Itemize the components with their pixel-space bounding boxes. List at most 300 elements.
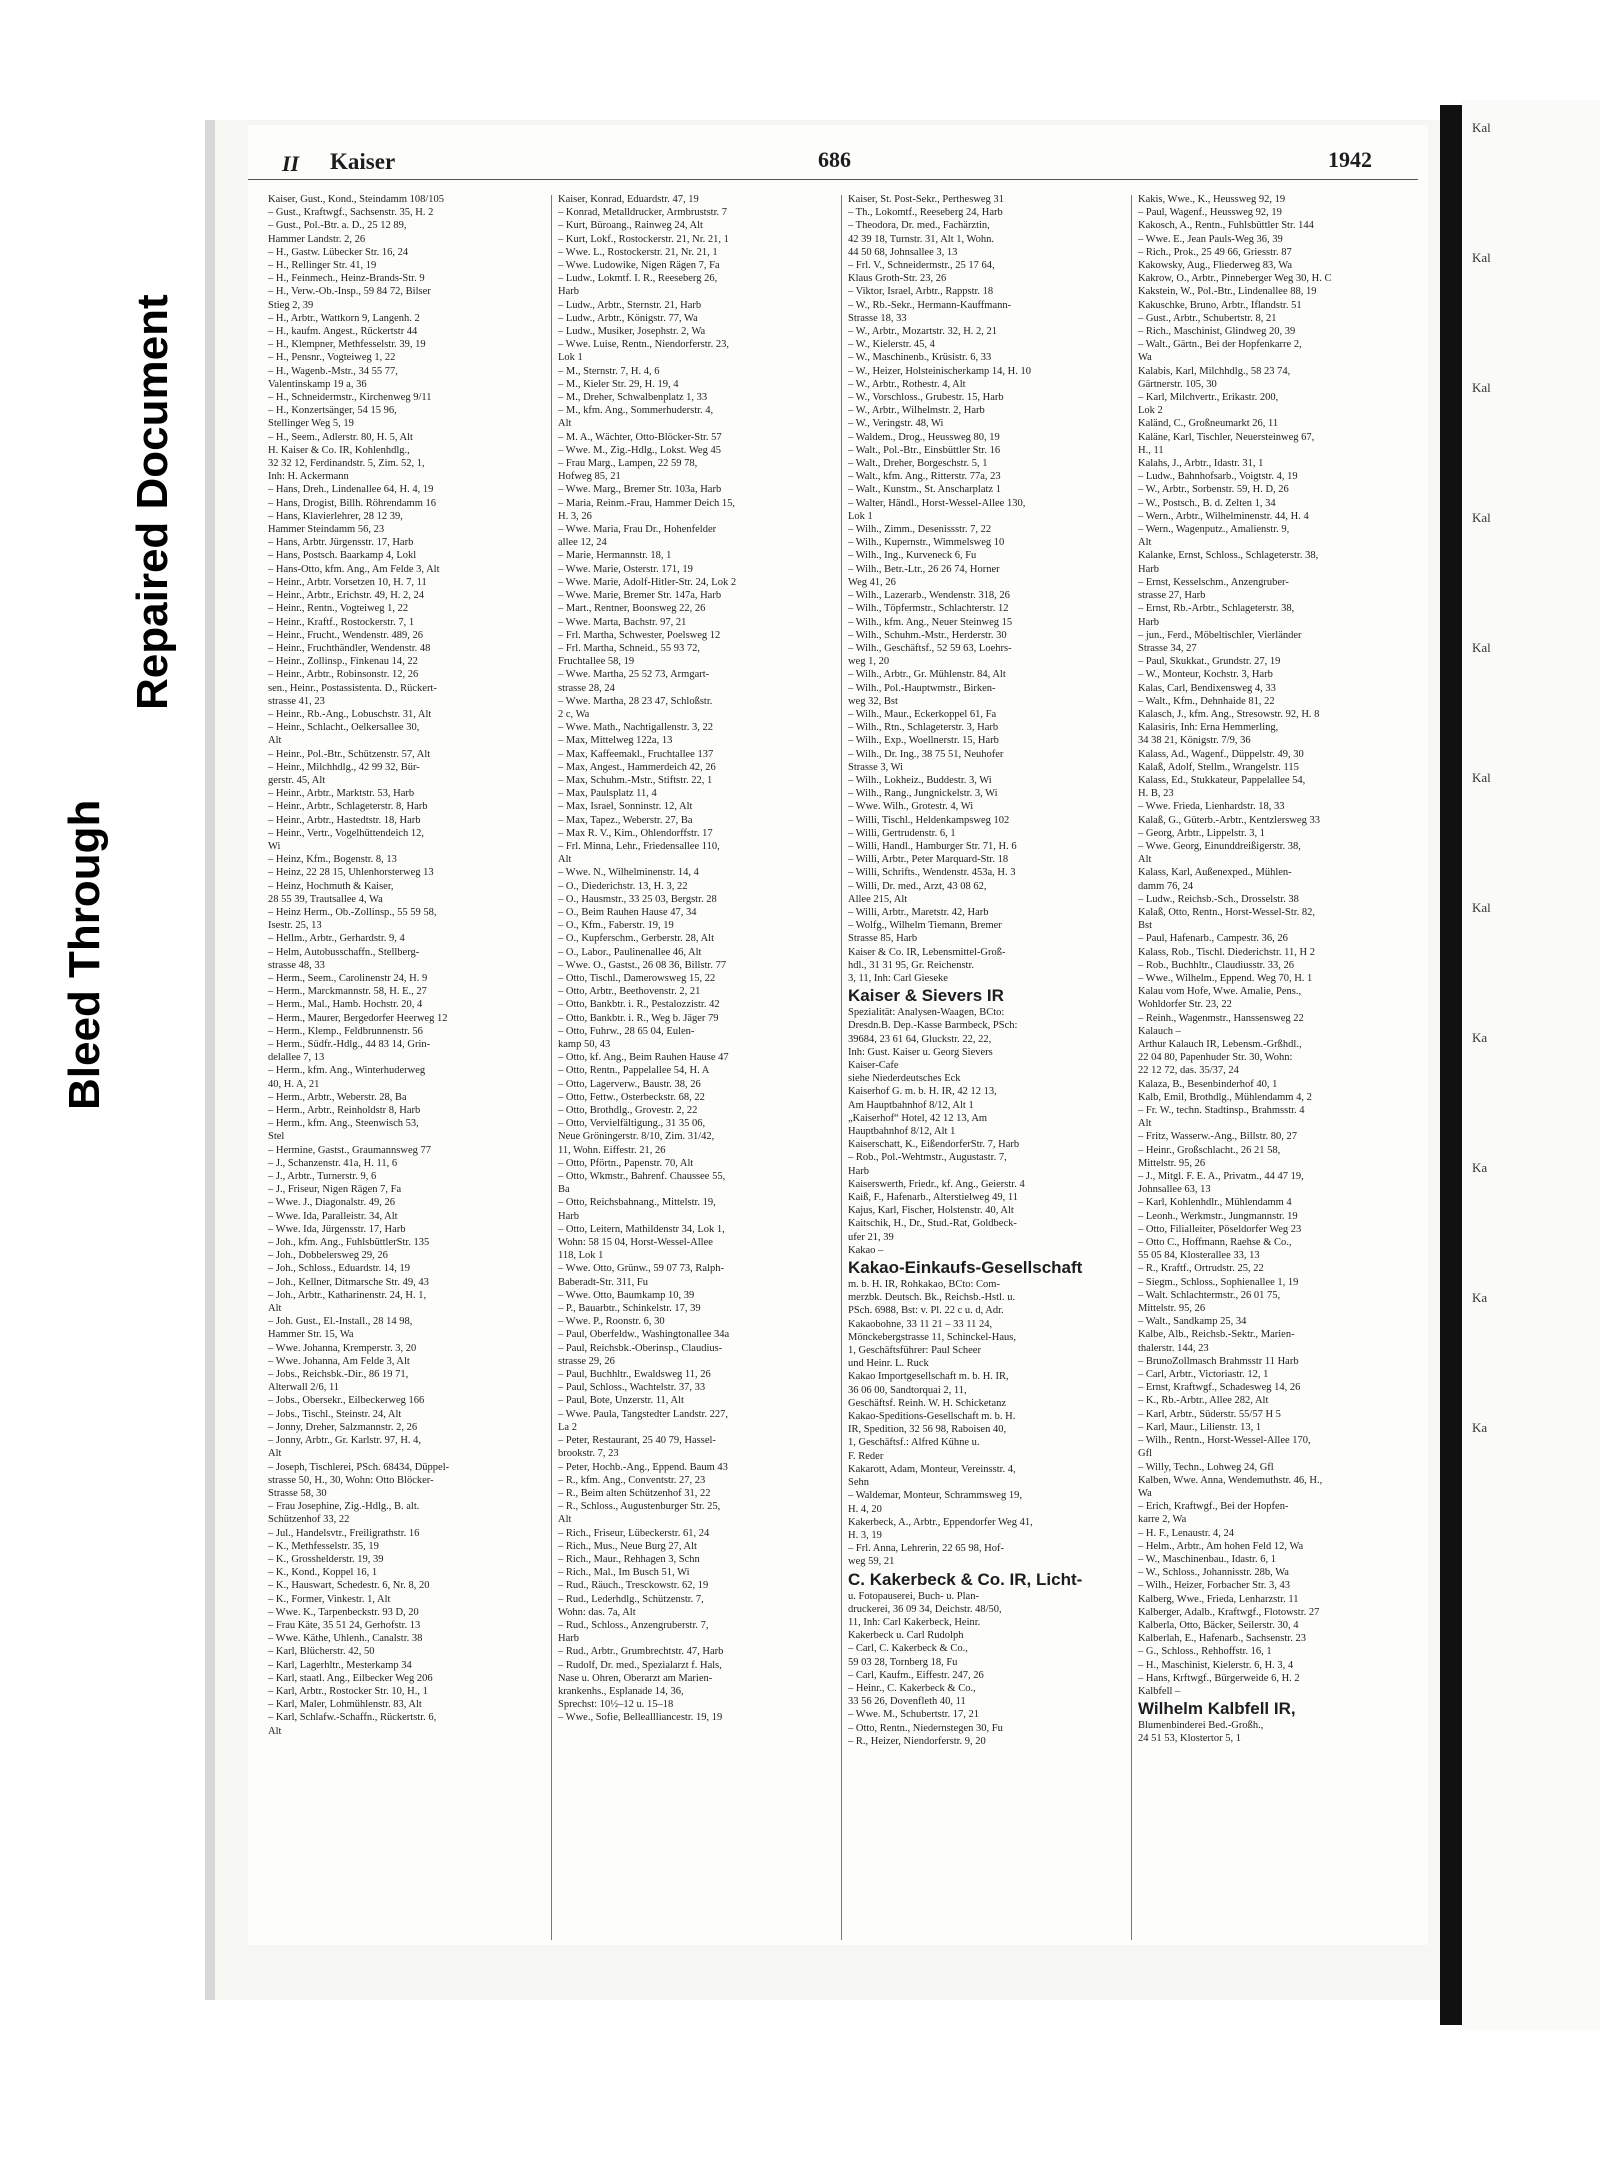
directory-entry-line: Kaiserswerth, Friedr., kf. Ang., Geierstr. 4: [848, 1178, 1025, 1190]
directory-entry-line: – Hans, Arbtr. Jürgensstr. 17, Harb: [268, 537, 414, 549]
directory-entry-line: 22 12 72, das. 35/37, 24: [1138, 1065, 1239, 1077]
year: 1942: [1328, 147, 1372, 172]
directory-entry-line: – Heinr., Frucht., Wendenstr. 489, 26: [268, 629, 423, 641]
directory-entry-line: – Ludw., Musiker, Josephstr. 2, Wa: [558, 326, 706, 338]
directory-entry-line: – Walt., Kfm., Dehnhaide 81, 22: [1138, 695, 1275, 707]
directory-entry-line: weg 32, Bst: [848, 695, 898, 707]
directory-entry-line: – K., Kond., Koppel 16, 1: [268, 1567, 378, 1579]
directory-entry-line: F. Reder: [848, 1450, 884, 1462]
directory-entry-line: brookstr. 7, 23: [558, 1448, 619, 1460]
directory-entry-line: Kalass, Karl, Außenexped., Mühlen-: [1138, 867, 1292, 879]
directory-entry-line: Schützenhof 33, 22: [268, 1514, 350, 1526]
directory-entry-line: – Ernst, Rb.-Arbtr., Schlageterstr. 38,: [1138, 603, 1295, 615]
directory-entry-line: – Ernst, Kraftwgf., Schadesweg 14, 26: [1138, 1382, 1301, 1394]
directory-entry-line: – Joseph, Tischlerei, PSch. 68434, Düppel-: [268, 1461, 450, 1473]
directory-entry-line: – R., Schloss., Augustenburger Str. 25,: [558, 1501, 721, 1513]
directory-entry-line: – Karl, Maler, Lohmühlenstr. 83, Alt: [268, 1699, 422, 1711]
directory-entry-line: – Herm., Marckmannstr. 58, H. E., 27: [268, 986, 427, 998]
directory-entry-line: – Wilh., Dr. Ing., 38 75 51, Neuhofer: [848, 748, 1004, 760]
directory-entry-line: Kakerbeck, A., Arbtr., Eppendorfer Weg 41,: [848, 1516, 1033, 1528]
next-page-fragment: Kal: [1472, 640, 1491, 655]
directory-entry-line: – Joh., Kellner, Ditmarsche Str. 49, 43: [268, 1276, 429, 1288]
directory-entry-line: – Max R. V., Kim., Ohlendorffstr. 17: [558, 827, 713, 839]
directory-entry-line: – Walter, Händl., Horst-Wessel-Allee 130,: [848, 497, 1026, 509]
directory-entry-line: Kakis, Wwe., K., Heussweg 92, 19: [1138, 194, 1286, 205]
directory-entry-line: Nase u. Ohren, Oberarzt am Marien-: [558, 1672, 713, 1684]
directory-entry-line: – Heinr., Arbtr., Erichstr. 49, H. 2, 24: [268, 590, 425, 602]
directory-entry-line: – Peter, Restaurant, 25 40 79, Hassel-: [558, 1435, 716, 1447]
directory-entry-line: Bst: [1138, 920, 1153, 932]
directory-entry-line: – K., Grosshelderstr. 19, 39: [268, 1553, 384, 1565]
directory-entry-line: – Wilh., Schuhm.-Mstr., Herderstr. 30: [848, 629, 1007, 641]
directory-entry-line: strasse 41, 23: [268, 695, 325, 707]
directory-entry-line: m. b. H. IR, Rohkakao, BCto: Com-: [848, 1279, 1000, 1291]
directory-entry-line: kamp 50, 43: [558, 1039, 611, 1050]
directory-entry-line: C. Kakerbeck & Co. IR, Licht-: [848, 1569, 1083, 1589]
directory-entry-line: – Heinr., C. Kakerbeck & Co.,: [848, 1682, 976, 1694]
directory-entry-line: – Heinr., Vertr., Vogelhüttendeich 12,: [268, 827, 425, 839]
directory-entry-line: – Joh., Schloss., Eduardstr. 14, 19: [268, 1263, 411, 1275]
directory-entry-line: – R., kfm. Ang., Conventstr. 27, 23: [558, 1474, 706, 1486]
directory-entry-line: – Georg, Arbtr., Lippelstr. 3, 1: [1138, 827, 1265, 839]
directory-entry-line: – W., Vorschloss., Grubestr. 15, Harb: [848, 392, 1004, 404]
directory-entry-line: Kalb, Emil, Brothdlg., Mühlendamm 4, 2: [1138, 1091, 1312, 1103]
directory-entry-line: – Walt. Schlachtermstr., 26 01 75,: [1138, 1289, 1281, 1301]
directory-entry-line: – Otto, Arbtr., Beethovenstr. 2, 21: [558, 986, 701, 998]
directory-entry-line: – Wwe. Martha, 25 52 73, Armgart-: [558, 669, 710, 681]
directory-entry-line: – Wwe. Marg., Bremer Str. 103a, Harb: [558, 484, 722, 496]
directory-entry-line: – Wilh., Pol.-Hauptwmstr., Birken-: [848, 682, 996, 694]
directory-entry-line: – Wwe. Käthe, Uhlenh., Canalstr. 38: [268, 1633, 423, 1645]
directory-entry-line: – Herm., Mal., Hamb. Hochstr. 20, 4: [268, 999, 423, 1011]
directory-entry-line: Alt: [268, 1725, 282, 1737]
directory-entry-line: – Ludw., Arbtr., Sternstr. 21, Harb: [558, 299, 702, 311]
directory-entry-line: 42 39 18, Turnstr. 31, Alt 1, Wohn.: [848, 233, 994, 245]
directory-entry-line: – Wern., Wagenputz., Amalienstr. 9,: [1138, 524, 1290, 536]
directory-entry-line: Strasse 3, Wi: [848, 761, 904, 773]
directory-entry-line: – Max, Paulsplatz 11, 4: [558, 788, 657, 800]
directory-entry-line: – W., Maschinenb., Krüsistr. 6, 33: [848, 352, 992, 364]
directory-entry-line: Kakao –: [848, 1244, 884, 1256]
next-page-fragment: Kal: [1472, 770, 1491, 785]
directory-entry-line: – H., Maschinist, Kielerstr. 6, H. 3, 4: [1138, 1659, 1294, 1671]
directory-entry-line: Alt: [558, 418, 572, 430]
directory-entry-line: karre 2, Wa: [1138, 1514, 1187, 1526]
directory-entry-line: – Heinr., Arbtr., Schlageterstr. 8, Harb: [268, 801, 428, 813]
directory-entry-line: – Herm., kfm. Ang., Winterhuderweg: [268, 1065, 426, 1077]
directory-entry-line: – Wwe. K., Tarpenbeckstr. 93 D, 20: [268, 1606, 419, 1618]
directory-entry-line: – Wwe. P., Roonstr. 6, 30: [558, 1316, 665, 1328]
directory-entry-line: Kakaobohne, 33 11 21 – 33 11 24,: [848, 1318, 993, 1330]
directory-entry-line: H. 4, 20: [848, 1503, 882, 1515]
directory-entry-line: – Wwe. E., Jean Pauls-Weg 36, 39: [1138, 233, 1283, 245]
directory-entry-line: 3, 11, Inh: Carl Gieseke: [848, 972, 948, 984]
directory-entry-line: – Siegm., Schloss., Sophienallee 1, 19: [1138, 1276, 1299, 1288]
directory-entry-line: – Wwe. M., Zig.-Hdlg., Lokst. Weg 45: [558, 444, 721, 456]
directory-entry-line: Johnsallee 63, 13: [1138, 1184, 1211, 1196]
directory-entry-line: – Otto, Brothdlg., Grovestr. 2, 22: [558, 1105, 698, 1117]
directory-entry-line: – Wwe. Georg, Einunddreißigerstr. 38,: [1138, 840, 1301, 852]
directory-entry-line: – Hans, Drogist, Billh. Röhrendamm 16: [268, 497, 436, 509]
directory-entry-line: Sehn: [848, 1477, 869, 1489]
column-2: [558, 193, 843, 1953]
directory-entry-line: Alt: [1138, 1118, 1152, 1130]
side-labels: [60, 230, 220, 1110]
directory-entry-line: – Ludw., Arbtr., Königstr. 77, Wa: [558, 312, 698, 324]
directory-entry-line: – Paul, Hafenarb., Campestr. 36, 26: [1138, 933, 1288, 945]
directory-entry-line: – Willi, Gertrudenstr. 6, 1: [848, 827, 956, 839]
column-3: [848, 193, 1133, 1953]
directory-entry-line: Kalas, Carl, Bendixensweg 4, 33: [1138, 682, 1276, 694]
directory-entry-line: Kalau vom Hofe, Wwe. Amalie, Pens.,: [1138, 986, 1302, 998]
directory-entry-line: Stellinger Weg 5, 19: [268, 418, 354, 430]
directory-entry-line: – Otto, Fuhrw., 28 65 04, Eulen-: [558, 1025, 695, 1037]
directory-entry-line: Kaiser, Konrad, Eduardstr. 47, 19: [558, 194, 699, 205]
directory-entry-line: – Hans, Krftwgf., Bürgerweide 6, H. 2: [1138, 1672, 1300, 1684]
directory-entry-line: – Wilh., Kupernstr., Wimmelsweg 10: [848, 537, 1005, 549]
directory-entry-line: – Frl. Anna, Lehrerin, 22 65 98, Hof-: [848, 1543, 1005, 1555]
directory-entry-line: – Wwe. Johanna, Am Felde 3, Alt: [268, 1355, 410, 1367]
directory-entry-line: Dresdn.B. Dep.-Kasse Barmbeck, PSch:: [848, 1020, 1018, 1032]
directory-entry-line: – Wwe. Otto, Baumkamp 10, 39: [558, 1289, 695, 1301]
directory-entry-line: Strasse 58, 30: [268, 1487, 327, 1499]
directory-entry-line: – Heinz, 22 28 15, Uhlenhorsterweg 13: [268, 867, 434, 879]
directory-entry-line: – Otto, Reichsbahnang., Mittelstr. 19,: [558, 1197, 716, 1209]
directory-entry-line: 40, H. A, 21: [268, 1078, 320, 1090]
directory-entry-line: – Willi, Arbtr., Maretstr. 42, Harb: [848, 906, 989, 918]
directory-entry-line: – Ludw., Reichsb.-Sch., Drosselstr. 38: [1138, 893, 1299, 905]
directory-entry-line: – Wilh., Betr.-Ltr., 26 26 74, Horner: [848, 563, 1000, 575]
directory-entry-line: – Wwe. Marie, Adolf-Hitler-Str. 24, Lok 2: [558, 576, 737, 588]
directory-entry-line: – Wwe. Paula, Tangstedter Landstr. 227,: [558, 1408, 729, 1420]
directory-entry-line: Kalauch –: [1138, 1025, 1181, 1037]
directory-entry-line: delallee 7, 13: [268, 1052, 325, 1064]
directory-entry-line: Inh: Gust. Kaiser u. Georg Sievers: [848, 1046, 993, 1058]
directory-entry-line: – Wilh., Lazerarb., Wendenstr. 318, 26: [848, 590, 1010, 602]
directory-entry-line: – Marie, Hermannstr. 18, 1: [558, 550, 672, 562]
directory-entry-line: – Herm., Arbtr., Reinholdstr 8, Harb: [268, 1105, 421, 1117]
directory-entry-line: – Herm., kfm. Ang., Steenwisch 53,: [268, 1118, 419, 1130]
directory-entry-line: – P., Bauarbtr., Schinkelstr. 17, 39: [558, 1303, 701, 1315]
directory-entry-line: merzbk. Deutsch. Bk., Reichsb.-Hstl. u.: [848, 1292, 1016, 1304]
directory-entry-line: Kakao-Einkaufs-Gesellschaft: [848, 1258, 1083, 1278]
running-head: Kaiser: [330, 149, 396, 174]
directory-entry-line: Kalass, Ad., Wagenf., Düppelstr. 49, 30: [1138, 748, 1304, 760]
directory-entry-line: – W., Maschinenbau., Idastr. 6, 1: [1138, 1553, 1276, 1565]
directory-page: [248, 125, 1428, 1945]
directory-entry-line: – Max, Angest., Hammerdeich 42, 26: [558, 761, 716, 773]
directory-entry-line: thalerstr. 144, 23: [1138, 1342, 1209, 1354]
directory-entry-line: – Ernst, Kesselschm., Anzengruber-: [1138, 576, 1289, 588]
directory-entry-line: – Theodora, Dr. med., Fachärztin,: [848, 220, 990, 232]
directory-entry-line: – Otto, Vervielfältigung., 31 35 06,: [558, 1118, 706, 1130]
directory-entry-line: – Jonny, Arbtr., Gr. Karlstr. 97, H. 4,: [268, 1435, 422, 1447]
directory-entry-line: Harb: [558, 1633, 579, 1645]
directory-entry-line: – Otto C., Hoffmann, Raehse & Co.,: [1138, 1237, 1292, 1249]
directory-entry-line: – Karl, staatl. Ang., Eilbecker Weg 206: [268, 1672, 433, 1684]
directory-entry-line: – Walt., Pol.-Btr., Einsbüttler Str. 16: [848, 444, 1001, 456]
directory-entry-line: – H., Pensnr., Vogteiweg 1, 22: [268, 352, 396, 364]
directory-entry-line: strasse 27, Harb: [1138, 590, 1206, 602]
directory-entry-line: Am Hauptbahnhof 8/12, Alt 1: [848, 1099, 974, 1111]
directory-entry-line: – W., Kielerstr. 45, 4: [848, 339, 935, 351]
directory-entry-line: Alterwall 2/6, 11: [268, 1382, 340, 1394]
directory-entry-line: Strasse 18, 33: [848, 312, 907, 324]
directory-entry-line: Alt: [558, 1514, 572, 1526]
directory-entry-line: – Max, Israel, Sonninstr. 12, Alt: [558, 801, 693, 813]
directory-entry-line: 59 03 28, Tornberg 18, Fu: [848, 1656, 958, 1668]
directory-entry-line: Kaiserschatt, K., EißendorferStr. 7, Harb: [848, 1139, 1020, 1151]
directory-entry-line: Kakowsky, Aug., Fliederweg 83, Wa: [1138, 260, 1293, 272]
directory-entry-line: – Paul, Reichsbk.-Oberinsp., Claudius-: [558, 1342, 723, 1354]
directory-entry-line: – Hans, Postsch. Baarkamp 4, Lokl: [268, 550, 417, 562]
directory-entry-line: 11, Inh: Carl Kakerbeck, Heinr.: [848, 1616, 981, 1628]
next-page-fragment: Ka: [1472, 1030, 1488, 1045]
directory-entry-line: – Carl, Kaufm., Eiffestr. 247, 26: [848, 1669, 984, 1681]
directory-entry-line: Strasse 85, Harb: [848, 933, 918, 945]
directory-entry-line: Kalaß, Otto, Rentn., Horst-Wessel-Str. 82,: [1138, 906, 1316, 918]
directory-entry-line: – M., Sternstr. 7, H. 4, 6: [558, 365, 660, 377]
directory-entry-line: 28 55 39, Trautsallee 4, Wa: [268, 893, 383, 905]
repaired-document-label: Repaired Document: [128, 294, 177, 710]
directory-entry-line: Stel: [268, 1131, 285, 1143]
directory-entry-line: – Konrad, Metalldrucker, Armbruststr. 7: [558, 207, 728, 219]
directory-entry-line: – H., Konzertsänger, 54 15 96,: [268, 405, 397, 417]
directory-entry-line: – M., Kieler Str. 29, H. 19, 4: [558, 378, 679, 390]
directory-entry-line: Sprechst: 10½–12 u. 15–18: [558, 1699, 674, 1711]
directory-entry-line: Harb: [558, 286, 579, 298]
directory-entry-line: – Otto, Fettw., Osterbeckstr. 68, 22: [558, 1091, 705, 1103]
directory-entry-line: Hammer Steindamm 56, 23: [268, 524, 385, 536]
directory-entry-line: – Otto, Leitern, Mathildenstr 34, Lok 1,: [558, 1223, 725, 1235]
directory-entry-line: Kalberlah, E., Hafenarb., Sachsenstr. 23: [1138, 1633, 1306, 1645]
directory-entry-line: 34 38 21, Königstr. 7/9, 36: [1138, 735, 1251, 747]
directory-entry-line: u. Fotopauserei, Buch- u. Plan-: [848, 1590, 979, 1602]
directory-entry-line: Kaiser & Sievers IR: [848, 986, 1004, 1006]
directory-entry-line: – Peter, Hochb.-Ang., Eppend. Baum 43: [558, 1461, 728, 1473]
directory-entry-line: – Karl, Maur., Lilienstr. 13, 1: [1138, 1421, 1262, 1433]
directory-entry-line: Kaiserhof G. m. b. H. IR, 42 12 13,: [848, 1086, 997, 1098]
directory-entry-line: Wohn: das. 7a, Alt: [558, 1606, 636, 1618]
directory-entry-line: – Otto, Pförtn., Papenstr. 70, Alt: [558, 1157, 694, 1169]
directory-entry-line: IR, Spedition, 32 56 98, Raboisen 40,: [848, 1424, 1007, 1436]
directory-entry-line: – Heinr., Arbtr., Hastedtstr. 18, Harb: [268, 814, 421, 826]
directory-entry-line: Hammer Landstr. 2, 26: [268, 233, 366, 245]
directory-entry-line: – Otto, Wkmstr., Bahrenf. Chaussee 55,: [558, 1171, 726, 1183]
directory-entry-line: – Wilh., Zimm., Desenissstr. 7, 22: [848, 524, 992, 536]
directory-entry-line: – Wwe., Wilhelm., Eppend. Weg 70, H. 1: [1138, 972, 1313, 984]
directory-entry-line: Kalanke, Ernst, Schloss., Schlageterstr. 38,: [1138, 550, 1319, 562]
directory-entry-line: Kaiß, F., Hafenarb., Alterstielweg 49, 11: [848, 1192, 1018, 1204]
directory-entry-line: Kalaza, B., Besenbinderhof 40, 1: [1138, 1078, 1278, 1090]
directory-entry-line: – Herm., Klemp., Feldbrunnenstr. 56: [268, 1025, 423, 1037]
directory-entry-line: 33 56 26, Dovenfleth 40, 11: [848, 1696, 966, 1708]
directory-entry-line: Lok 1: [558, 352, 583, 364]
directory-entry-line: – Helm., Arbtr., Am hohen Feld 12, Wa: [1138, 1540, 1304, 1552]
directory-entry-line: – Wilh., Lokheiz., Buddestr. 3, Wi: [848, 774, 992, 786]
directory-entry-line: – Wern., Arbtr., Wilhelminenstr. 44, H. 4: [1138, 510, 1309, 522]
directory-entry-line: – Kurt, Büroang., Rainweg 24, Alt: [558, 220, 703, 232]
directory-entry-line: Kalbe, Alb., Reichsb.-Sektr., Marien-: [1138, 1329, 1295, 1341]
directory-entry-line: – H., Wagenb.-Mstr., 34 55 77,: [268, 365, 398, 377]
directory-entry-line: – Wilh., kfm. Ang., Neuer Steinweg 15: [848, 616, 1013, 628]
directory-entry-line: Inh: H. Ackermann: [268, 471, 349, 483]
directory-entry-line: – Paul, Buchhltr., Ewaldsweg 11, 26: [558, 1369, 711, 1381]
directory-entry-line: Kalahs, J., Arbtr., Idastr. 31, 1: [1138, 458, 1264, 470]
directory-entry-line: – Gust., Kraftwgf., Sachsenstr. 35, H. 2: [268, 207, 434, 219]
directory-entry-line: – Karl, Lagerhltr., Mesterkamp 34: [268, 1659, 412, 1671]
directory-entry-line: Kalberla, Otto, Bäcker, Seilerstr. 30, 4: [1138, 1619, 1299, 1631]
directory-entry-line: – Jul., Handelsvtr., Freiligrathstr. 16: [268, 1527, 420, 1539]
directory-entry-line: La 2: [558, 1421, 577, 1433]
directory-entry-line: Kalass, Rob., Tischl. Diederichstr. 11, H 2: [1138, 946, 1315, 958]
directory-entry-line: 44 50 68, Johnsallee 3, 13: [848, 246, 958, 258]
directory-entry-line: Kakarott, Adam, Monteur, Vereinsstr. 4,: [848, 1463, 1016, 1475]
directory-entry-line: Kakao Importgesellschaft m. b. H. IR,: [848, 1371, 1009, 1383]
directory-entry-line: Kakao-Speditions-Gesellschaft m. b. H.: [848, 1411, 1016, 1423]
directory-entry-line: sen., Heinr., Postassistenta. D., Rückert-: [268, 682, 437, 694]
directory-entry-line: hdl., 31 31 95, Gr. Reichenstr.: [848, 959, 974, 971]
directory-entry-line: – Wwe. O., Gastst., 26 08 36, Billstr. 77: [558, 959, 727, 971]
directory-entry-line: – Heinz, Hochmuth & Kaiser,: [268, 880, 394, 892]
directory-entry-line: – Herm., Seem., Carolinenstr 24, H. 9: [268, 972, 428, 984]
directory-entry-line: Harb: [848, 1165, 869, 1177]
directory-entry-line: Kaiser & Co. IR, Lebensmittel-Groß-: [848, 946, 1006, 958]
directory-entry-line: – Willi, Schrifts., Wendenstr. 453a, H. 3: [848, 867, 1016, 879]
directory-entry-line: – Waldem., Drog., Heussweg 80, 19: [848, 431, 1000, 443]
directory-entry-line: Ba: [558, 1184, 570, 1196]
directory-entry-line: – Wwe. Frieda, Lienhardstr. 18, 33: [1138, 801, 1285, 813]
directory-entry-line: – Otto, Rentn., Niedernstegen 30, Fu: [848, 1722, 1003, 1734]
directory-entry-line: Strasse 34, 27: [1138, 642, 1197, 654]
directory-entry-line: druckerei, 36 09 34, Deichstr. 48/50,: [848, 1603, 1002, 1615]
directory-entry-line: – H. F., Lenaustr. 4, 24: [1138, 1527, 1234, 1539]
next-page-fragment: Ka: [1472, 1420, 1488, 1435]
directory-entry-line: – K., Former, Vinkestr. 1, Alt: [268, 1593, 391, 1605]
directory-entry-line: Harb: [1138, 616, 1159, 628]
directory-columns: [268, 193, 1418, 1953]
directory-entry-line: – Willi, Arbtr., Peter Marquard-Str. 18: [848, 854, 1009, 866]
directory-entry-line: – H., Gastw. Lübecker Str. 16, 24: [268, 246, 409, 258]
directory-entry-line: Alt: [268, 1303, 282, 1315]
directory-entry-line: – O., Labor., Paulinenallee 46, Alt: [558, 946, 702, 958]
page-number: 686: [818, 147, 851, 172]
page-header: [248, 143, 1418, 180]
directory-entry-line: – Heinr., Arbtr. Vorsetzen 10, H. 7, 11: [268, 576, 427, 588]
directory-entry-line: – Helm, Autobusschaffn., Stellberg-: [268, 946, 420, 958]
directory-entry-line: – Wilh., Geschäftsf., 52 59 63, Loehrs-: [848, 642, 1012, 654]
directory-entry-line: – Wwe. Ludowike, Nigen Rägen 7, Fa: [558, 260, 720, 272]
directory-entry-line: weg 1, 20: [848, 656, 890, 668]
directory-entry-line: – Rud., Schloss., Anzengruberstr. 7,: [558, 1619, 709, 1631]
directory-entry-line: – R., Beim alten Schützenhof 31, 22: [558, 1487, 711, 1499]
directory-entry-line: Kalasch, J., kfm. Ang., Stresowstr. 92, H. 8: [1138, 708, 1320, 720]
directory-entry-line: Kalberg, Wwe., Frieda, Lenharzstr. 11: [1138, 1593, 1299, 1605]
directory-entry-line: krankenhs., Esplanade 14, 36,: [558, 1685, 684, 1697]
directory-entry-line: – G., Schloss., Rehhoffstr. 16, 1: [1138, 1646, 1272, 1658]
directory-entry-line: – Erich, Kraftwgf., Bei der Hopfen-: [1138, 1501, 1289, 1513]
directory-entry-line: – K., Methfesselstr. 35, 19: [268, 1540, 379, 1552]
directory-entry-line: – Otto, kf. Ang., Beim Rauhen Hause 47: [558, 1052, 729, 1064]
directory-entry-line: damm 76, 24: [1138, 880, 1194, 892]
directory-entry-line: – Frau Käte, 35 51 24, Gerhofstr. 13: [268, 1619, 421, 1631]
directory-entry-line: – Rud., Lederhdlg., Schützenstr. 7,: [558, 1593, 704, 1605]
directory-entry-line: – Joh., kfm. Ang., FuhlsbüttlerStr. 135: [268, 1237, 430, 1249]
directory-entry-line: – Heinr., Rb.-Ang., Lobuschstr. 31, Alt: [268, 708, 432, 720]
directory-entry-line: – Wilh., Maur., Eckerkoppel 61, Fa: [848, 708, 997, 720]
directory-entry-line: Gfl: [1138, 1448, 1152, 1460]
directory-entry-line: strasse 28, 24: [558, 682, 615, 694]
directory-entry-line: – Joh. Gust., El.-Install., 28 14 98,: [268, 1316, 413, 1328]
directory-entry-line: – Max, Kaffeemakl., Fruchtallee 137: [558, 748, 714, 760]
directory-entry-line: – Wilh., Töpfermstr., Schlachterstr. 12: [848, 603, 1009, 615]
directory-entry-line: – Karl, Arbtr., Süderstr. 55/57 H 5: [1138, 1408, 1281, 1420]
directory-entry-line: 22 04 80, Papenhuder Str. 30, Wohn:: [1138, 1052, 1293, 1064]
directory-entry-line: – H., Seem., Adlerstr. 80, H. 5, Alt: [268, 431, 413, 443]
directory-entry-line: – Reinh., Wagenmstr., Hanssensweg 22: [1138, 1012, 1304, 1024]
directory-entry-line: Wilhelm Kalbfell IR,: [1138, 1699, 1296, 1719]
next-page-fragment: Ka: [1472, 1160, 1488, 1175]
directory-entry-line: – Wwe. N., Wilhelminenstr. 14, 4: [558, 867, 699, 879]
directory-entry-line: – Frl. Martha, Schwester, Poelsweg 12: [558, 629, 721, 641]
directory-entry-line: – Wilh., Heizer, Forbacher Str. 3, 43: [1138, 1580, 1291, 1592]
directory-entry-line: – Hans-Otto, kfm. Ang., Am Felde 3, Alt: [268, 563, 440, 575]
directory-entry-line: – Heinr., Kraftf., Rostockerstr. 7, 1: [268, 616, 415, 628]
directory-entry-line: Neue Gröningerstr. 8/10, Zim. 31/42,: [558, 1131, 715, 1143]
directory-entry-line: Harb: [558, 1210, 579, 1222]
directory-entry-line: ufer 21, 39: [848, 1231, 894, 1243]
directory-entry-line: Hauptbahnhof 8/12, Alt 1: [848, 1126, 956, 1138]
directory-entry-line: Kajus, Karl, Fischer, Holstenstr. 40, Alt: [848, 1205, 1014, 1217]
directory-entry-line: 39684, 23 61 64, Gluckstr. 22, 22,: [848, 1033, 992, 1045]
directory-entry-line: – Wwe. Marie, Bremer Str. 147a, Harb: [558, 590, 722, 602]
volume-number: II: [282, 151, 300, 176]
directory-entry-line: – J., Arbtr., Turnerstr. 9, 6: [268, 1171, 377, 1183]
directory-entry-line: Allee 215, Alt: [848, 893, 908, 905]
directory-entry-line: – Karl, Schlafw.-Schaffn., Rückertstr. 6,: [268, 1712, 437, 1724]
directory-entry-line: – Karl, Kohlenhdlr., Mühlendamm 4: [1138, 1197, 1292, 1209]
directory-entry-line: Kalaß, G., Güterb.-Arbtr., Kentzlersweg 33: [1138, 814, 1320, 826]
directory-entry-line: – Wwe. Ida, Jürgensstr. 17, Harb: [268, 1223, 406, 1235]
directory-entry-line: Wohn: 58 15 04, Horst-Wessel-Allee: [558, 1237, 713, 1249]
directory-entry-line: – Rich., Maschinist, Glindweg 20, 39: [1138, 326, 1296, 338]
directory-entry-line: – J., Mitgl. F. E. A., Privatm., 44 47 19,: [1138, 1171, 1304, 1183]
directory-entry-line: – Max, Tapez., Weberstr. 27, Ba: [558, 814, 693, 826]
directory-entry-line: – W., Veringstr. 48, Wi: [848, 418, 944, 430]
directory-entry-line: Kalass, Ed., Stukkateur, Pappelallee 54,: [1138, 774, 1306, 786]
directory-entry-line: – Frl. Martha, Schneid., 55 93 72,: [558, 642, 701, 654]
directory-entry-line: – Wwe. Marie, Osterstr. 171, 19: [558, 563, 693, 575]
directory-entry-line: 1, Geschäftsf.: Alfred Kühne u.: [848, 1437, 980, 1449]
page-gutter-shadow: [1440, 105, 1462, 2025]
directory-entry-line: – W., Monteur, Kochstr. 3, Harb: [1138, 669, 1273, 681]
directory-entry-line: – Wwe. L., Rostockerstr. 21, Nr. 21, 1: [558, 246, 718, 258]
directory-entry-line: Spezialität: Analysen-Waagen, BCto:: [848, 1007, 1005, 1019]
directory-entry-line: Fruchtallee 58, 19: [558, 656, 635, 668]
directory-entry-line: – M., Dreher, Schwalbenplatz 1, 33: [558, 392, 708, 404]
directory-entry-line: – M., kfm. Ang., Sommerhuderstr. 4,: [558, 405, 714, 417]
directory-entry-line: – H., kaufm. Angest., Rückertstr 44: [268, 326, 418, 338]
directory-entry-line: Kaiser-Cafe: [848, 1060, 899, 1071]
directory-entry-line: – Paul, Skukkat., Grundstr. 27, 19: [1138, 656, 1281, 668]
directory-entry-line: – H., Klempner, Methfesselstr. 39, 19: [268, 339, 426, 351]
directory-entry-line: – Wilh., Ing., Kurveneck 6, Fu: [848, 550, 977, 562]
directory-entry-line: – Wwe. Ida, Paralleistr. 34, Alt: [268, 1210, 398, 1222]
directory-entry-line: – Fr. W., techn. Stadtinsp., Brahmsstr. 4: [1138, 1105, 1305, 1117]
directory-entry-line: – Wwe. Marta, Bachstr. 97, 21: [558, 616, 687, 628]
directory-entry-line: Wohldorfer Str. 23, 22: [1138, 999, 1232, 1011]
directory-entry-line: – Otto, Bankbtr. i. R., Pestalozzistr. 42: [558, 999, 720, 1011]
